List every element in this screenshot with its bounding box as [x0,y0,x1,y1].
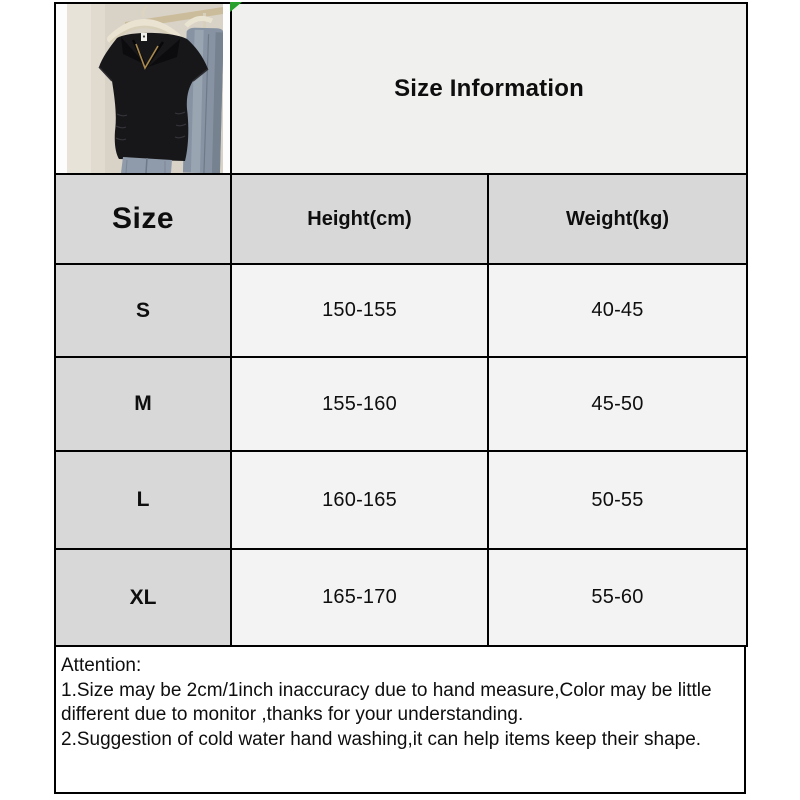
size-label: S [55,264,231,357]
table-header-row [55,174,747,264]
column-header-weight: Weight(kg) [488,174,747,264]
column-header-height: Height(cm) [231,174,488,264]
size-information-header-cell [231,3,747,174]
size-label: M [55,357,231,451]
height-value: 155-160 [231,357,488,451]
attention-title: Attention: [61,655,142,676]
height-value: 165-170 [231,549,488,646]
attention-line-2: different due to monitor ,thanks for your understanding. [61,704,524,725]
attention-line-3: 2.Suggestion of cold water hand washing,it can help items keep their shape. [61,728,702,750]
size-label: L [55,451,231,549]
table-row [55,357,747,451]
photo-title-row [55,3,747,174]
product-photo [67,4,223,173]
table-row [55,549,747,646]
height-value: 150-155 [231,264,488,357]
height-value: 160-165 [231,451,488,549]
table-row [55,451,747,549]
column-header-size: Size [55,174,231,264]
table-row [55,264,747,357]
weight-value: 45-50 [488,357,747,451]
attention-line-1: 1.Size may be 2cm/1inch inaccuracy due to hand measure,Color may be little [61,679,712,701]
page-title: Size Information [394,74,584,102]
size-chart-sheet [54,2,746,794]
weight-value: 50-55 [488,451,747,549]
weight-value: 40-45 [488,264,747,357]
weight-value: 55-60 [488,549,747,646]
product-photo-cell [55,3,231,174]
size-label: XL [55,549,231,646]
attention-note [54,647,746,794]
size-chart-table [54,2,748,647]
green-corner-marker [230,2,242,12]
